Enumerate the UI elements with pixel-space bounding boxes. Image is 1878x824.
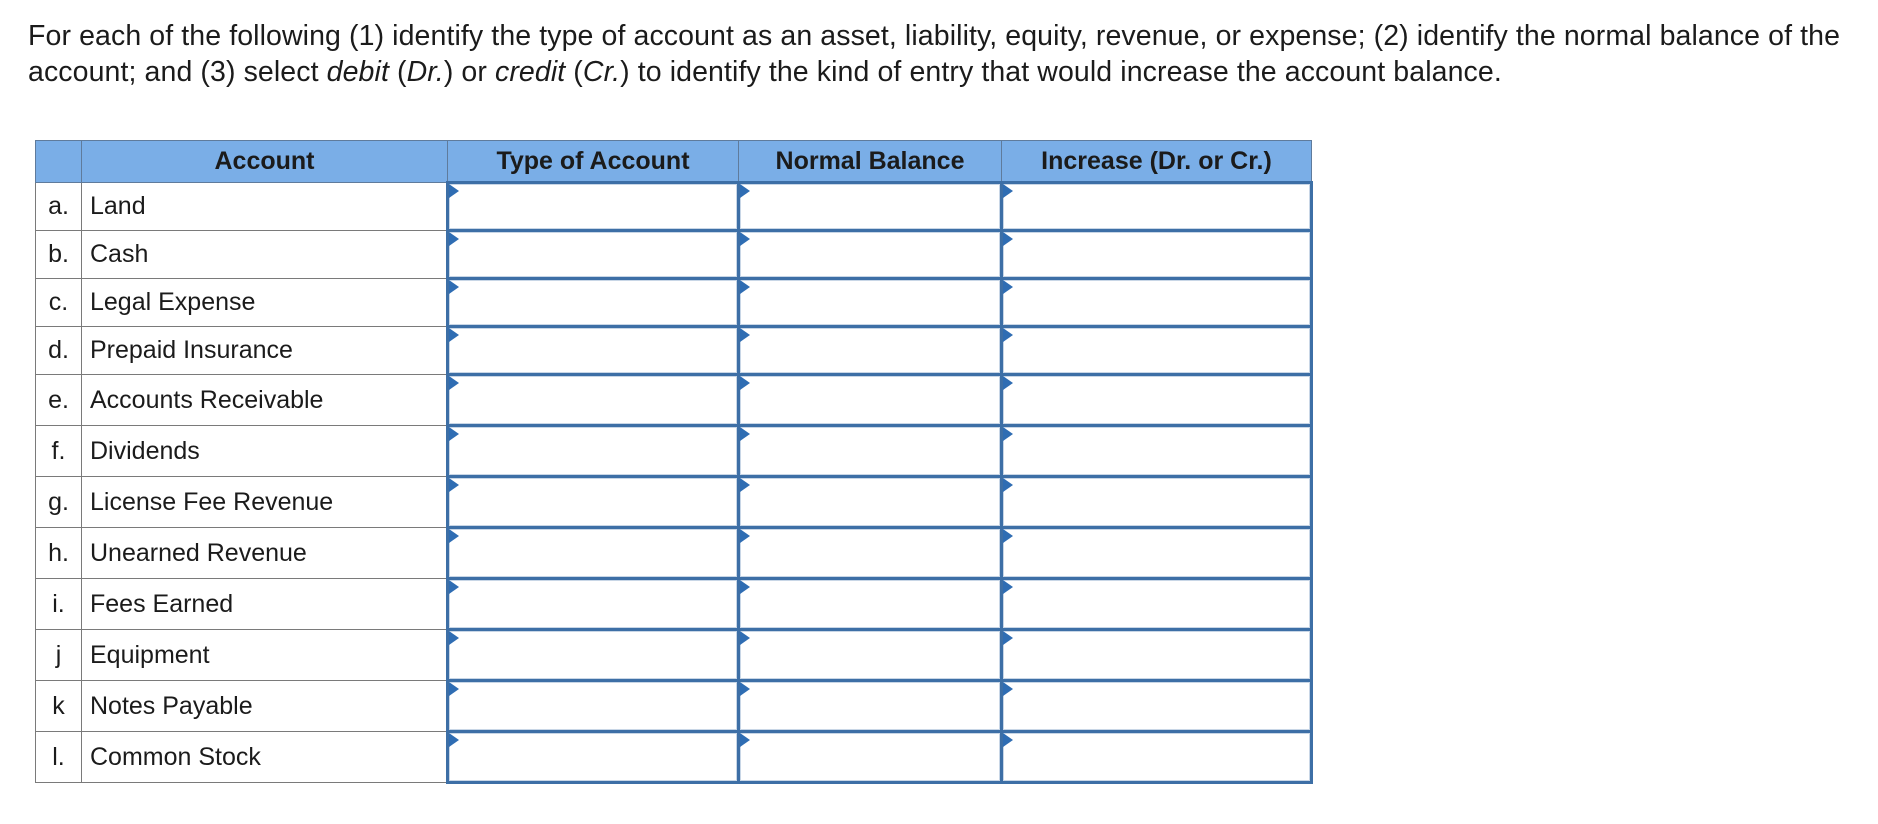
normal-balance-dropdown[interactable]	[739, 231, 1002, 279]
credit-abbr-open: (	[565, 56, 583, 88]
increase-dropdown[interactable]	[1002, 426, 1312, 477]
type-of-account-dropdown[interactable]	[448, 477, 739, 528]
row-account-name: Notes Payable	[82, 681, 448, 732]
normal-balance-dropdown[interactable]	[739, 279, 1002, 327]
normal-balance-dropdown[interactable]	[739, 681, 1002, 732]
increase-dropdown[interactable]	[1002, 327, 1312, 375]
table-row	[36, 183, 1312, 231]
dropdown-marker-icon	[740, 328, 750, 342]
dropdown-value[interactable]	[449, 478, 737, 526]
dropdown-marker-icon	[1003, 280, 1013, 294]
type-of-account-dropdown[interactable]	[448, 231, 739, 279]
dropdown-marker-icon	[1003, 580, 1013, 594]
normal-balance-dropdown[interactable]	[739, 327, 1002, 375]
dropdown-value[interactable]	[740, 478, 1000, 526]
dropdown-marker-icon	[449, 529, 459, 543]
row-account-name: Fees Earned	[82, 579, 448, 630]
dropdown-value[interactable]	[1003, 232, 1310, 277]
dropdown-marker-icon	[449, 328, 459, 342]
table-row	[36, 375, 1312, 426]
dropdown-marker-icon	[1003, 631, 1013, 645]
header-increase: Increase (Dr. or Cr.)	[1002, 141, 1312, 183]
dropdown-value[interactable]	[1003, 280, 1310, 325]
normal-balance-dropdown[interactable]	[739, 630, 1002, 681]
dropdown-marker-icon	[740, 427, 750, 441]
row-account-name: License Fee Revenue	[82, 477, 448, 528]
dropdown-marker-icon	[740, 478, 750, 492]
table-row	[36, 732, 1312, 783]
row-account-name: Common Stock	[82, 732, 448, 783]
dropdown-value[interactable]	[449, 580, 737, 628]
type-of-account-dropdown[interactable]	[448, 630, 739, 681]
dropdown-marker-icon	[740, 682, 750, 696]
row-letter: f.	[36, 426, 82, 477]
dropdown-marker-icon	[449, 580, 459, 594]
dropdown-value[interactable]	[740, 733, 1000, 781]
dropdown-marker-icon	[449, 631, 459, 645]
table-row	[36, 477, 1312, 528]
instructions-part2: ) to identify the kind of entry that would increase the account balance.	[620, 56, 1502, 88]
type-of-account-dropdown[interactable]	[448, 579, 739, 630]
dropdown-value[interactable]	[449, 328, 737, 373]
credit-word: credit	[494, 56, 566, 88]
increase-dropdown[interactable]	[1002, 375, 1312, 426]
dropdown-marker-icon	[740, 184, 750, 198]
debit-word: debit	[326, 56, 389, 88]
increase-dropdown[interactable]	[1002, 183, 1312, 231]
increase-dropdown[interactable]	[1002, 681, 1312, 732]
dropdown-marker-icon	[1003, 427, 1013, 441]
instructions-text	[28, 18, 1858, 90]
dropdown-marker-icon	[1003, 529, 1013, 543]
header-normal-balance: Normal Balance	[739, 141, 1002, 183]
table-row	[36, 681, 1312, 732]
dropdown-marker-icon	[1003, 478, 1013, 492]
dropdown-marker-icon	[449, 232, 459, 246]
row-letter: e.	[36, 375, 82, 426]
debit-abbr-close: ) or	[443, 56, 495, 88]
dropdown-value[interactable]	[740, 427, 1000, 475]
row-account-name: Dividends	[82, 426, 448, 477]
dropdown-value[interactable]	[1003, 376, 1310, 424]
increase-dropdown[interactable]	[1002, 231, 1312, 279]
dropdown-marker-icon	[1003, 682, 1013, 696]
dropdown-marker-icon	[449, 184, 459, 198]
dropdown-value[interactable]	[449, 184, 737, 229]
dropdown-value[interactable]	[449, 529, 737, 577]
row-letter: k	[36, 681, 82, 732]
debit-abbr-open: (	[388, 56, 407, 88]
dropdown-marker-icon	[1003, 232, 1013, 246]
dropdown-value[interactable]	[740, 280, 1000, 325]
dropdown-value[interactable]	[740, 328, 1000, 373]
row-letter: i.	[36, 579, 82, 630]
increase-dropdown[interactable]	[1002, 279, 1312, 327]
dropdown-value[interactable]	[1003, 682, 1310, 730]
table-header-row	[36, 141, 1312, 183]
table-row	[36, 426, 1312, 477]
increase-dropdown[interactable]	[1002, 579, 1312, 630]
type-of-account-dropdown[interactable]	[448, 426, 739, 477]
dropdown-value[interactable]	[449, 376, 737, 424]
type-of-account-dropdown[interactable]	[448, 528, 739, 579]
dropdown-value[interactable]	[1003, 184, 1310, 229]
row-account-name: Prepaid Insurance	[82, 327, 448, 375]
dropdown-value[interactable]	[1003, 427, 1310, 475]
row-account-name: Accounts Receivable	[82, 375, 448, 426]
dropdown-value[interactable]	[1003, 478, 1310, 526]
dropdown-value[interactable]	[449, 280, 737, 325]
type-of-account-dropdown[interactable]	[448, 375, 739, 426]
type-of-account-dropdown[interactable]	[448, 681, 739, 732]
dropdown-value[interactable]	[449, 232, 737, 277]
dropdown-marker-icon	[449, 427, 459, 441]
row-letter: c.	[36, 279, 82, 327]
type-of-account-dropdown[interactable]	[448, 279, 739, 327]
instructions-part1: For each of the following (1) identify the type of account as an asset, liability, equity, revenue, or expense; (2) identify the normal balance of the account; and (3) select	[28, 20, 1841, 88]
table-row	[36, 528, 1312, 579]
header-letter	[36, 141, 82, 183]
dropdown-marker-icon	[1003, 376, 1013, 390]
row-account-name: Legal Expense	[82, 279, 448, 327]
dropdown-marker-icon	[449, 376, 459, 390]
row-letter: g.	[36, 477, 82, 528]
dropdown-value[interactable]	[1003, 328, 1310, 373]
header-account: Account	[82, 141, 448, 183]
type-of-account-dropdown[interactable]	[448, 327, 739, 375]
normal-balance-dropdown[interactable]	[739, 426, 1002, 477]
dropdown-value[interactable]	[1003, 580, 1310, 628]
row-letter: a.	[36, 183, 82, 231]
table-row	[36, 231, 1312, 279]
dropdown-marker-icon	[740, 733, 750, 747]
increase-dropdown[interactable]	[1002, 732, 1312, 783]
dropdown-marker-icon	[740, 580, 750, 594]
header-type-of-account: Type of Account	[448, 141, 739, 183]
dropdown-value[interactable]	[740, 184, 1000, 229]
dropdown-value[interactable]	[740, 529, 1000, 577]
table-row	[36, 630, 1312, 681]
increase-dropdown[interactable]	[1002, 528, 1312, 579]
dropdown-value[interactable]	[449, 427, 737, 475]
increase-dropdown[interactable]	[1002, 477, 1312, 528]
dropdown-value[interactable]	[449, 682, 737, 730]
dropdown-value[interactable]	[740, 631, 1000, 679]
row-account-name: Unearned Revenue	[82, 528, 448, 579]
dropdown-value[interactable]	[1003, 631, 1310, 679]
dropdown-marker-icon	[1003, 328, 1013, 342]
debit-abbr: Dr.	[406, 56, 444, 88]
normal-balance-dropdown[interactable]	[739, 375, 1002, 426]
dropdown-value[interactable]	[740, 682, 1000, 730]
dropdown-value[interactable]	[740, 580, 1000, 628]
dropdown-marker-icon	[740, 232, 750, 246]
dropdown-marker-icon	[740, 529, 750, 543]
type-of-account-dropdown[interactable]	[448, 183, 739, 231]
normal-balance-dropdown[interactable]	[739, 579, 1002, 630]
table-row	[36, 279, 1312, 327]
normal-balance-dropdown[interactable]	[739, 477, 1002, 528]
dropdown-marker-icon	[449, 478, 459, 492]
account-classification-table	[35, 140, 1313, 784]
table-row	[36, 327, 1312, 375]
type-of-account-dropdown[interactable]	[448, 732, 739, 783]
increase-dropdown[interactable]	[1002, 630, 1312, 681]
normal-balance-dropdown[interactable]	[739, 732, 1002, 783]
row-account-name: Equipment	[82, 630, 448, 681]
dropdown-value[interactable]	[1003, 529, 1310, 577]
table-row	[36, 579, 1312, 630]
dropdown-value[interactable]	[740, 376, 1000, 424]
row-letter: j	[36, 630, 82, 681]
row-letter: d.	[36, 327, 82, 375]
dropdown-value[interactable]	[740, 232, 1000, 277]
dropdown-marker-icon	[1003, 184, 1013, 198]
dropdown-marker-icon	[449, 682, 459, 696]
row-account-name: Land	[82, 183, 448, 231]
dropdown-marker-icon	[449, 280, 459, 294]
row-letter: b.	[36, 231, 82, 279]
dropdown-marker-icon	[1003, 733, 1013, 747]
row-account-name: Cash	[82, 231, 448, 279]
dropdown-marker-icon	[740, 376, 750, 390]
dropdown-value[interactable]	[449, 631, 737, 679]
row-letter: l.	[36, 732, 82, 783]
dropdown-marker-icon	[740, 631, 750, 645]
dropdown-value[interactable]	[1003, 733, 1310, 781]
normal-balance-dropdown[interactable]	[739, 183, 1002, 231]
dropdown-marker-icon	[740, 280, 750, 294]
normal-balance-dropdown[interactable]	[739, 528, 1002, 579]
dropdown-marker-icon	[449, 733, 459, 747]
credit-abbr: Cr.	[582, 56, 621, 88]
row-letter: h.	[36, 528, 82, 579]
dropdown-value[interactable]	[449, 733, 737, 781]
